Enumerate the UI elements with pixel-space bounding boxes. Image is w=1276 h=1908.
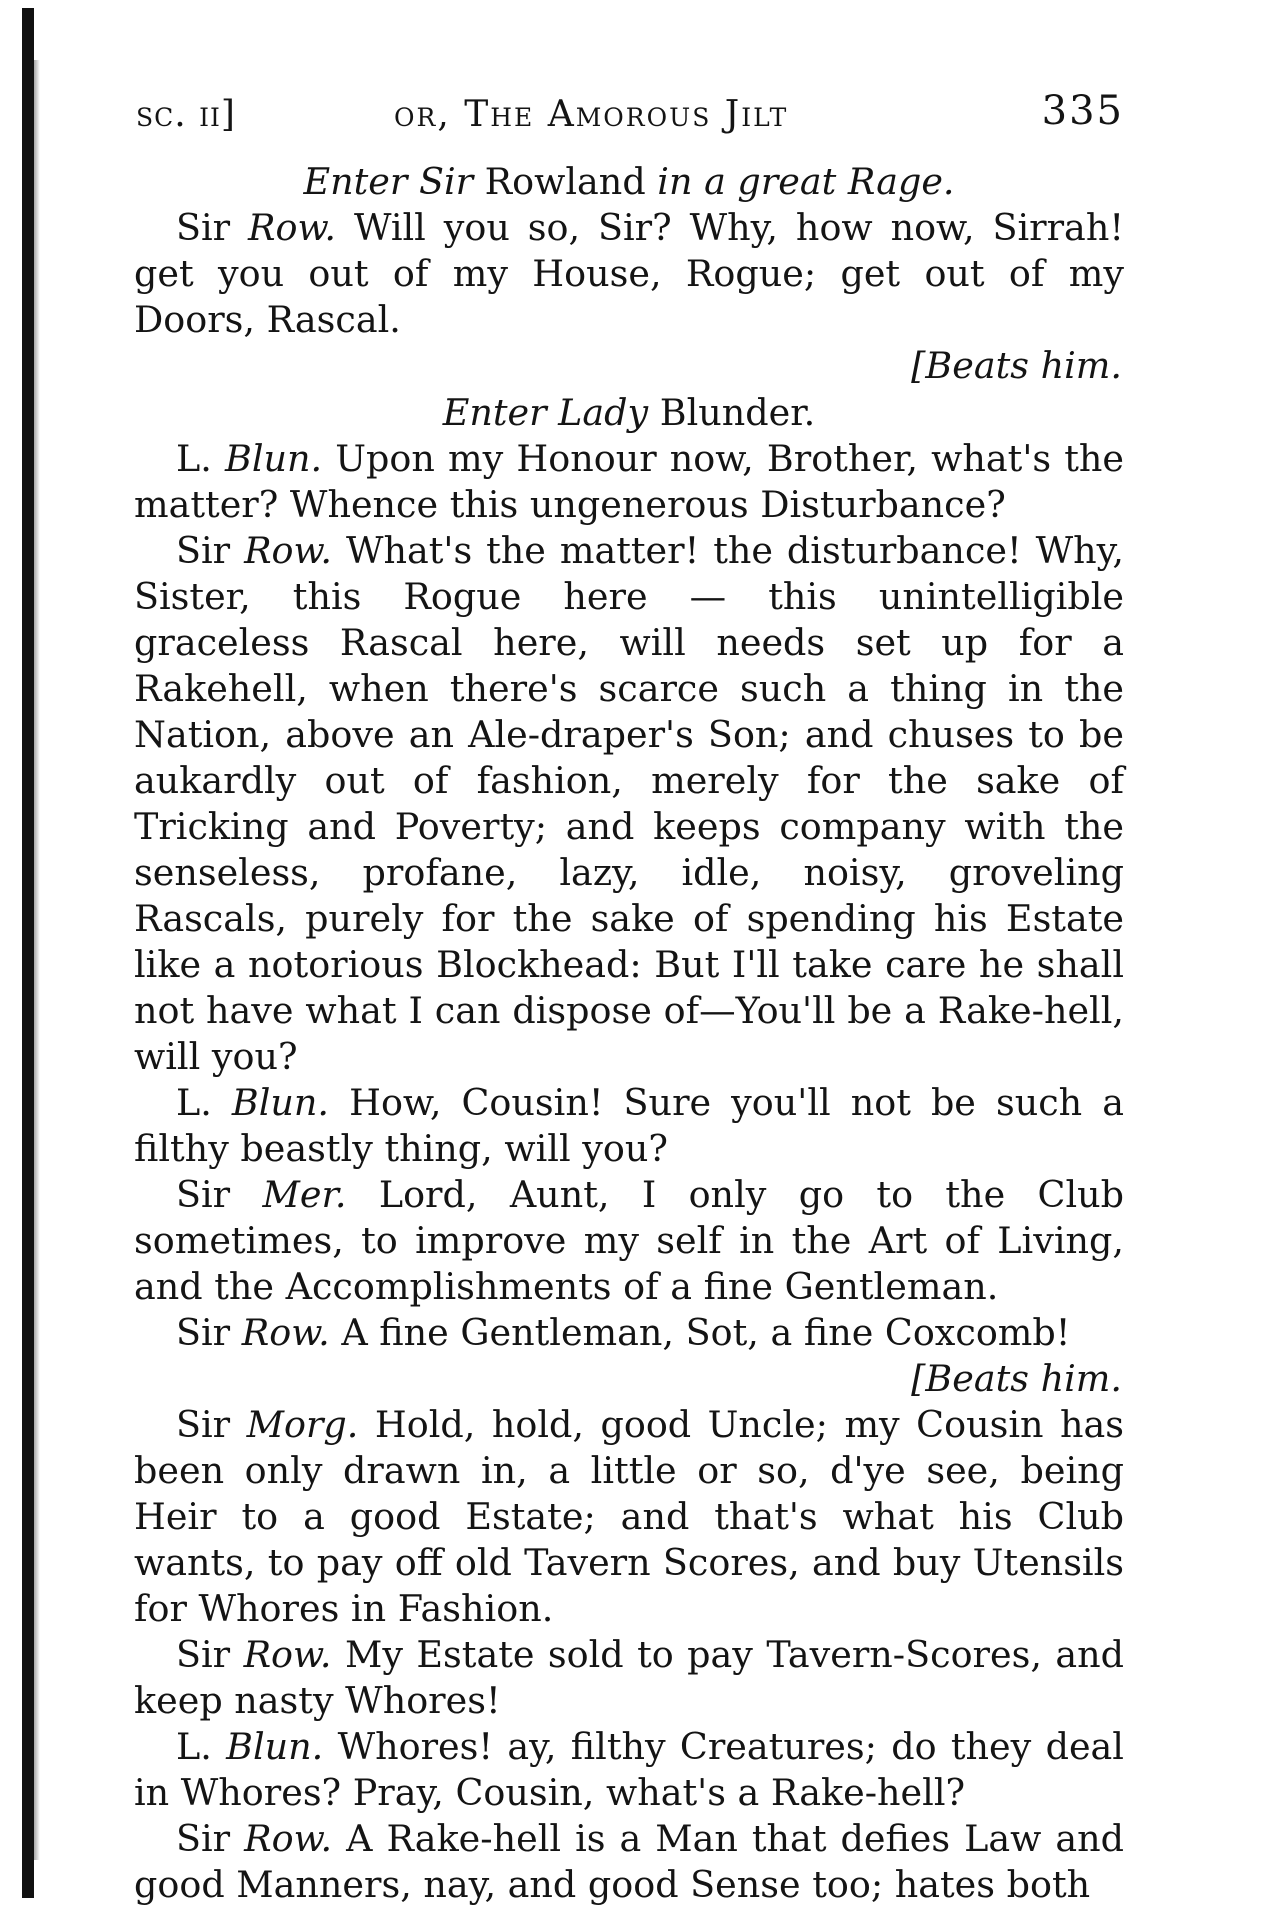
speech [134, 1172, 1124, 1310]
speech-text: What's the matter! the disturbance! Why, Sister, this Rogue here — this unintelligible graceless Rascal here, will needs set up for a Rakehell, when there's scarce such a thing in the Nation, above an Ale-draper's Son; and chuses to be aukardly out of fashion, merely for the sake of Tricking and Poverty; and keeps company with the senseless, profane, lazy, idle, noisy, groveling Rascals, purely for the sake of spending his Estate like a notorious Blockhead: But I'll take care he shall not have what I can dispose of—You'll be a Rake-hell, will you? [134, 529, 1124, 1078]
speaker-name: Row. [244, 1817, 333, 1860]
speaker-prefix: Sir [176, 1311, 242, 1354]
stage-direction-part: Enter Lady [442, 391, 660, 434]
speaker-name: Mer. [262, 1173, 347, 1216]
speaker-name: Blun. [231, 1081, 330, 1124]
stage-action: [Beats him. [911, 1357, 1122, 1400]
stage-direction-part: Enter Sir [303, 160, 485, 203]
speech-text: Lord, Aunt, I only go to the Club sometimes, to improve my self in the Art of Living, and the Accomplishments of a fine Gentleman. [134, 1173, 1124, 1308]
speaker-prefix: L. [176, 1725, 227, 1768]
speech-text: A Rake-hell is a Man that defies Law and good Manners, nay, and good Sense too; hates both [134, 1817, 1125, 1906]
speech-text: A fine Gentleman, Sot, a fine Coxcomb! [329, 1311, 1071, 1354]
speech-text: Upon my Honour now, Brother, what's the matter? Whence this ungenerous Disturbance? [134, 437, 1125, 526]
speaker-name: Morg. [246, 1403, 359, 1446]
speech [134, 1816, 1124, 1908]
book-spine-edge [22, 8, 34, 1898]
speaker-name: Row. [243, 1633, 332, 1676]
stage-direction-part: Blunder. [659, 391, 816, 434]
speech-text: My Estate sold to pay Tavern-Scores, and keep nasty Whores! [134, 1633, 1124, 1722]
scene-marker: sc. ii] [136, 94, 236, 135]
stage-direction [134, 389, 1124, 436]
speech-text: Whores! ay, filthy Creatures; do they deal in Whores? Pray, Cousin, what's a Rake-hell? [134, 1725, 1124, 1814]
speech-text: Hold, hold, good Uncle; my Cousin has been only drawn in, a little or so, d'ye see, being Heir to a good Estate; and that's what his Club wants, to pay off old Tavern Scores, and buy Utensils for Whores in Fashion. [134, 1403, 1124, 1630]
speaker-name: Blun. [226, 1725, 324, 1768]
speaker-prefix: L. [176, 1081, 232, 1124]
speech-text: Will you so, Sir? Why, how now, Sirrah! get you out of my House, Rogue; get out of my Doors, Rascal. [134, 206, 1124, 341]
gutter-shadow [34, 60, 40, 1860]
speaker-name: Row. [248, 206, 337, 249]
speech [134, 1724, 1124, 1816]
speech [134, 1080, 1124, 1172]
speaker-prefix: Sir [176, 1403, 247, 1446]
stage-direction-part: in a great Rage. [657, 160, 955, 203]
speech [134, 1402, 1124, 1632]
speaker-prefix: L. [176, 437, 225, 480]
stage-direction-part: Rowland [484, 160, 658, 203]
book-page [134, 88, 1124, 1908]
speaker-prefix: Sir [176, 1633, 244, 1676]
speaker-name: Row. [244, 529, 333, 572]
speech [134, 436, 1124, 528]
page-body [134, 158, 1124, 1908]
speaker-name: Blun. [225, 437, 323, 480]
stage-direction [134, 158, 1124, 205]
speaker-prefix: Sir [176, 529, 245, 572]
page-number: 335 [1041, 88, 1124, 134]
speech [134, 1632, 1124, 1724]
stage-action: [Beats him. [911, 344, 1122, 387]
speech [134, 1310, 1124, 1356]
speaker-name: Row. [241, 1311, 330, 1354]
speech [134, 528, 1124, 1080]
speaker-prefix: Sir [176, 206, 249, 249]
running-title: or, The Amorous Jilt [394, 94, 789, 135]
speech [134, 205, 1124, 343]
speech-text: How, Cousin! Sure you'll not be such a filthy beastly thing, will you? [134, 1081, 1124, 1170]
speaker-prefix: Sir [176, 1817, 245, 1860]
speaker-prefix: Sir [176, 1173, 263, 1216]
running-header [134, 88, 1124, 158]
